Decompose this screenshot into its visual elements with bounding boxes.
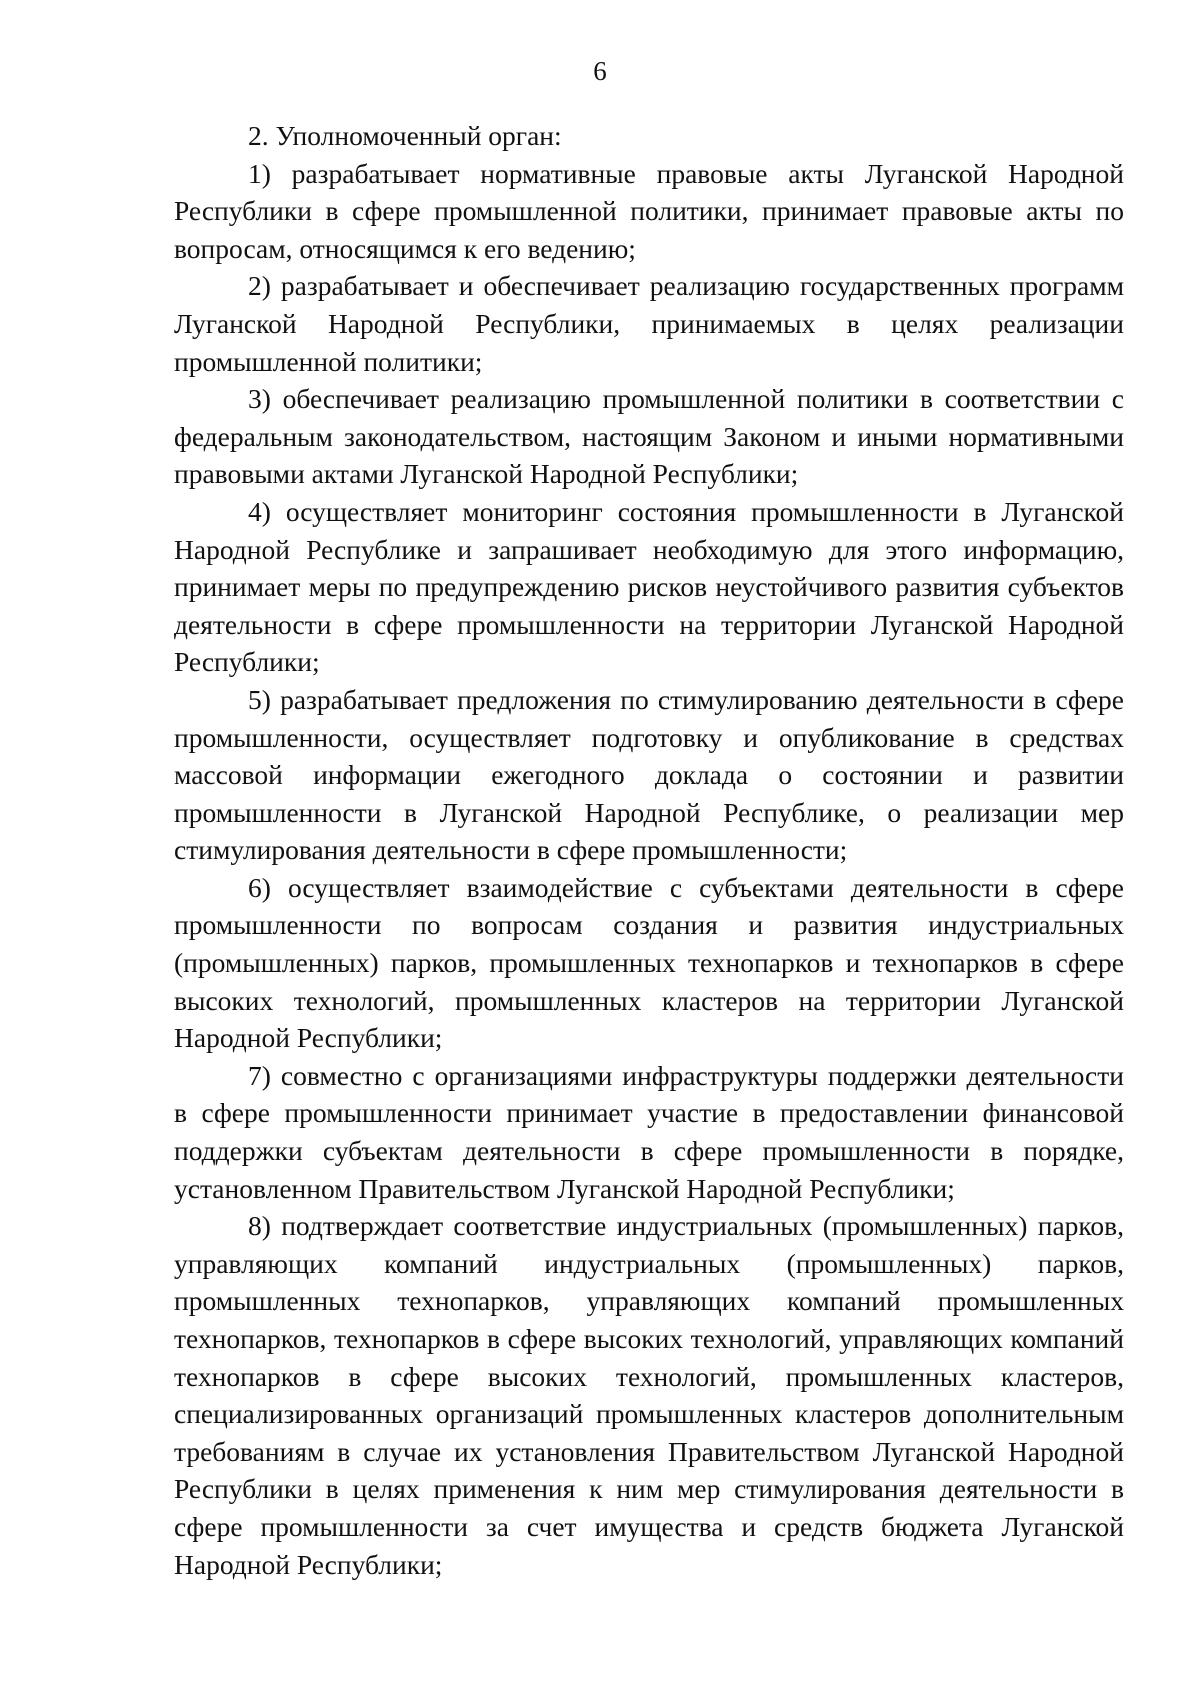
list-item-3: 3) обеспечивает реализацию промышленной политики в соответствии с федеральным законодательством, настоящим Законом и иными нормативными правовыми актами Луганской Народной Республики; bbox=[174, 383, 1124, 490]
list-item-5: 5) разрабатывает предложения по стимулированию деятельности в сфере промышленности, осуществляет подготовку и опубликование в средствах массовой информации ежегодного доклада о состоянии и развитии промышленности в Луганской Народной Республике, о реализации мер стимулирования деятельности в сфере промышленности; bbox=[174, 683, 1124, 866]
list-item-8: 8) подтверждает соответствие индустриальных (промышленных) парков, управляющих компаний индустриальных (промышленных) парков, промышленных технопарков, управляющих компаний промышленных технопарков, технопарков в сфере высоких технологий, управляющих компаний технопарков в сфере высоких технологий, промышленных кластеров, специализированных организаций промышленных кластеров дополнительным требованиям в случае их установления Правительством Луганской Народной Республики в целях применения к ним мер стимулирования деятельности в сфере промышленности за счет имущества и средств бюджета Луганской Народной Республики; bbox=[174, 1210, 1124, 1580]
list-item-6: 6) осуществляет взаимодействие с субъектами деятельности в сфере промышленности по вопросам создания и развития индустриальных (промышленных) парков, промышленных технопарков и технопарков в сфере высоких технологий, промышленных кластеров на территории Луганской Народной Республики; bbox=[174, 871, 1124, 1054]
document-body bbox=[174, 117, 1124, 1583]
list-item-2: 2) разрабатывает и обеспечивает реализацию государственных программ Луганской Народной Республики, принимаемых в целях реализации промышленной политики; bbox=[174, 270, 1124, 377]
list-item-7: 7) совместно с организациями инфраструктуры поддержки деятельности в сфере промышленности принимает участие в предоставлении финансовой поддержки субъектам деятельности в сфере промышленности в порядке, установленном Правительством Луганской Народной Республики; bbox=[174, 1059, 1124, 1204]
list-item-4: 4) осуществляет мониторинг состояния промышленности в Луганской Народной Республике и запрашивает необходимую для этого информацию, принимает меры по предупреждению рисков неустойчивого развития субъектов деятельности в сфере промышленности на территории Луганской Народной Республики; bbox=[174, 495, 1124, 678]
paragraph-heading: 2. Уполномоченный орган: bbox=[248, 120, 562, 151]
page-number: 6 bbox=[593, 56, 607, 86]
list-item-1: 1) разрабатывает нормативные правовые акты Луганской Народной Республики в сфере промышленной политики, принимает правовые акты по вопросам, относящимся к его ведению; bbox=[174, 157, 1124, 264]
